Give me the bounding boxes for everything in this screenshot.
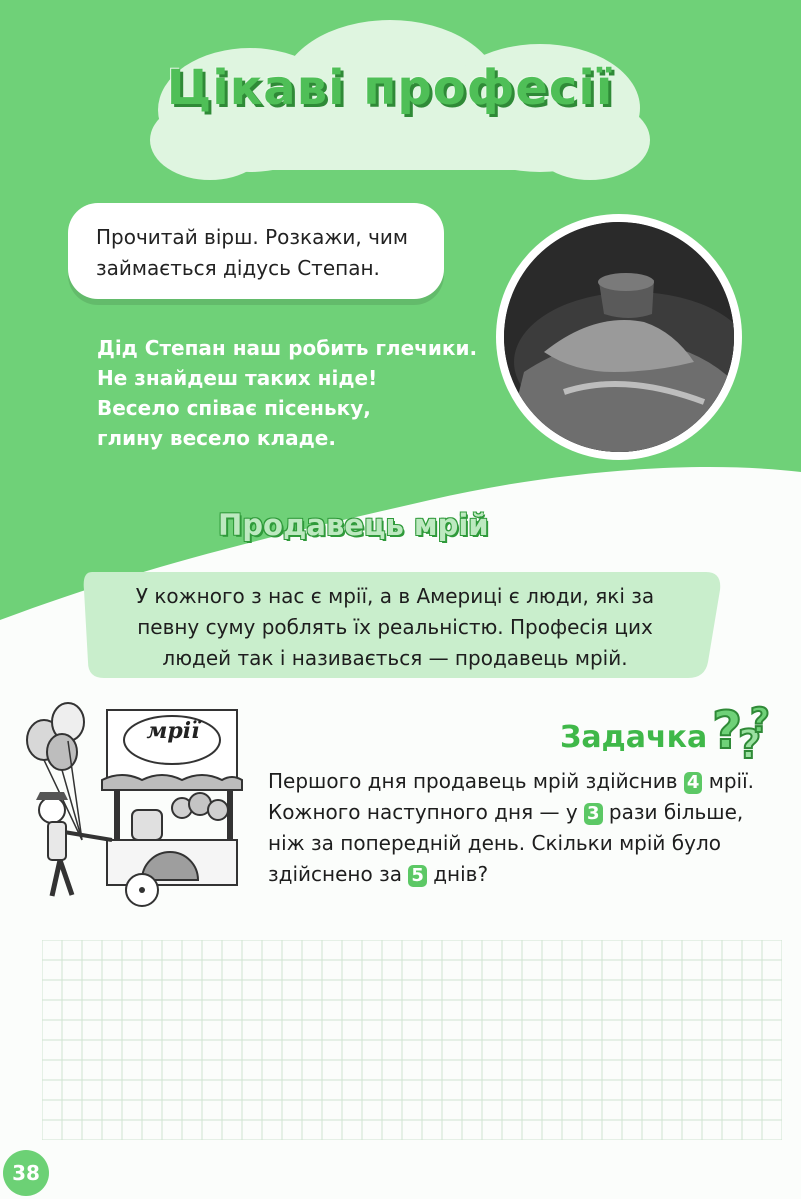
- poem-line-1: Дід Степан наш робить глечики.: [97, 336, 478, 360]
- number-badge-multiplier: 3: [584, 803, 603, 825]
- task-line-3: ніж за попередній день. Скільки мрій було: [268, 831, 721, 855]
- poem-line-3: Весело співає пісеньку,: [97, 396, 371, 420]
- number-badge-days: 5: [408, 865, 427, 887]
- question-marks-icon: [702, 692, 780, 770]
- poem-line-2: Не знайдеш таких ніде!: [97, 366, 378, 390]
- pottery-photo: [496, 214, 742, 460]
- task-line-4-start: здійснено за: [268, 862, 409, 886]
- poem-line-4: глину весело кладе.: [97, 426, 336, 450]
- section-heading: Продавець мрій: [218, 508, 489, 542]
- dream-seller-illustration: [22, 700, 252, 910]
- pottery-photo-image: [504, 222, 734, 452]
- page-title: Цікаві професії: [166, 60, 614, 116]
- task-line-1: [268, 766, 788, 797]
- task-line-2-end: рази більше,: [602, 800, 744, 824]
- instruction-text: [96, 222, 436, 284]
- svg-text:?: ?: [712, 701, 743, 761]
- task-line-4-end: днів?: [426, 862, 489, 886]
- task-line-2-start: Кожного наступного дня — у: [268, 800, 585, 824]
- page-number: 38: [3, 1150, 49, 1196]
- info-line-3: людей так і називається — продавець мрій.: [162, 646, 628, 670]
- cart-body: [107, 790, 237, 906]
- cart-sign-text: мрії: [146, 718, 200, 744]
- info-line-1: У кожного з нас є мрії, а в Америці є люди, які за: [135, 584, 655, 608]
- svg-text:?: ?: [738, 722, 762, 768]
- info-line-2: певну суму роблять їх реальністю. Професія цих: [137, 615, 653, 639]
- number-badge-days-first: 4: [684, 772, 703, 794]
- pottery-hands-illustration: [504, 222, 734, 452]
- instruction-line-2: займається дідусь Степан.: [96, 256, 380, 280]
- task-line-4: [268, 859, 788, 890]
- answer-grid[interactable]: [42, 940, 782, 1140]
- task-line-2: [268, 797, 788, 828]
- task-heading: Задачка: [560, 720, 708, 755]
- info-text: [105, 581, 685, 674]
- poem: [97, 333, 477, 453]
- svg-text:?: ?: [750, 701, 770, 741]
- seller-figure: [36, 792, 112, 896]
- task-text: [268, 766, 788, 890]
- task-line-1-start: Першого дня продавець мрій здійснив: [268, 769, 684, 793]
- task-line-1-end: мрії.: [702, 769, 754, 793]
- instruction-line-1: Прочитай вірш. Розкажи, чим: [96, 225, 409, 249]
